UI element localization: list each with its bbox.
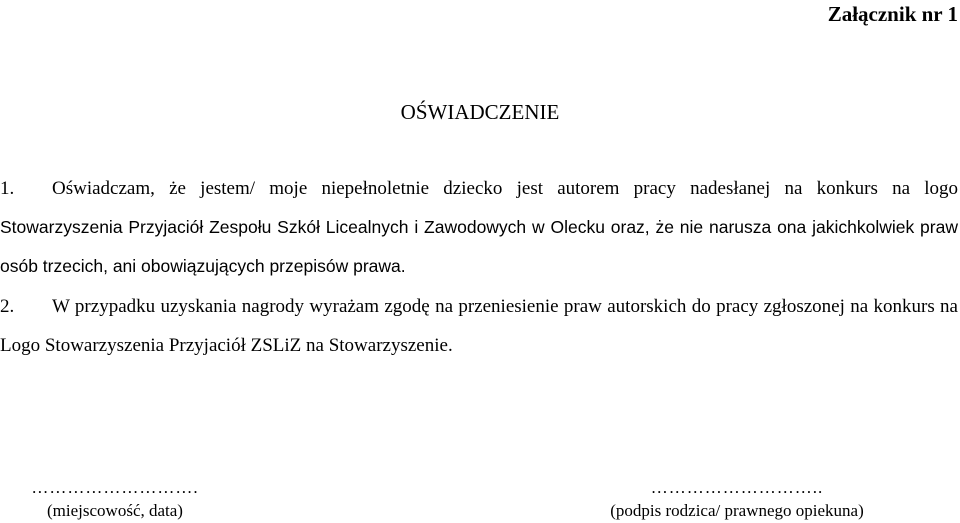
item-number: 1.	[0, 178, 15, 199]
item-text-part-2: Stowarzyszenia Przyjaciół Zespołu Szkół Licealnych i Zawodowych w Olecku oraz, że nie narusza ona jakichkolwiek praw osób trzecich, ani obowiązujących przepisów prawa.	[0, 217, 958, 276]
guardian-signature-line: ………………………..	[650, 478, 824, 497]
item-text-part-1: Oświadczam, że jestem/ moje niepełnoletnie dziecko jest autorem pracy nadesłanej na konkurs na logo	[52, 178, 958, 199]
annex-label: Załącznik nr 1	[827, 2, 958, 26]
place-date-signature-block	[6, 478, 224, 521]
place-date-caption: (miejscowość, data)	[47, 501, 183, 520]
document-title: OŚWIADCZENIE	[400, 100, 560, 124]
statement-item-2	[0, 287, 958, 365]
place-date-line: ……………………….	[31, 478, 199, 497]
item-text: W przypadku uzyskania nagrody wyrażam zgodę na przeniesienie praw autorskich do pracy zgłoszonej na konkurs na Logo Stowarzyszenia Przyjaciół ZSLiZ na Stowarzyszenie.	[0, 296, 958, 356]
guardian-signature-block	[562, 478, 912, 521]
item-number: 2.	[0, 296, 15, 317]
item-text	[0, 169, 958, 286]
statement-item-1	[0, 169, 958, 286]
guardian-signature-caption: (podpis rodzica/ prawnego opiekuna)	[610, 501, 864, 520]
